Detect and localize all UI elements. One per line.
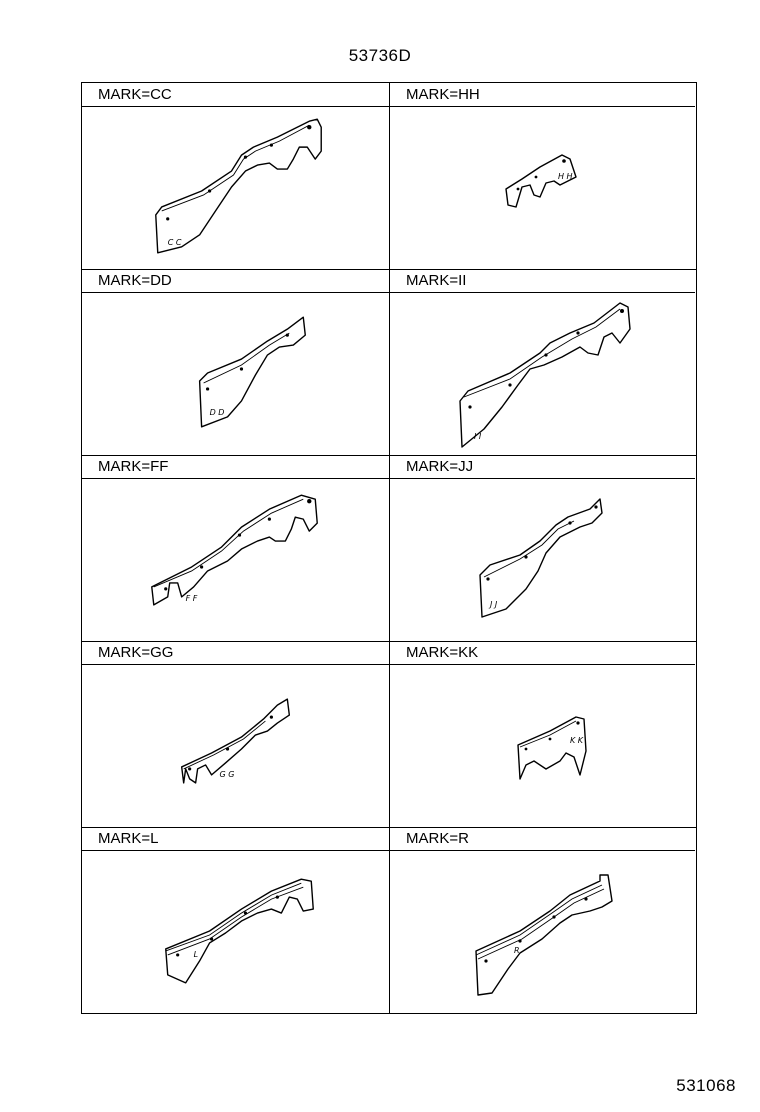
part-mark: G G — [219, 769, 235, 779]
part-illustration — [82, 293, 389, 455]
table-row — [82, 641, 696, 827]
mark-caption: MARK=L — [82, 827, 389, 851]
table-row — [82, 455, 696, 641]
part-mark: J J — [490, 600, 498, 609]
part-mark: R — [514, 946, 520, 955]
table-row — [82, 83, 696, 269]
mark-caption: MARK=DD — [82, 269, 389, 293]
part-drawing-cc — [82, 107, 389, 269]
part-drawing-gg — [82, 665, 389, 827]
part-mark: H H — [558, 172, 573, 181]
cell-jj — [390, 455, 695, 641]
mark-caption: MARK=II — [390, 269, 695, 293]
mark-caption: MARK=JJ — [390, 455, 695, 479]
cell-r — [390, 827, 695, 1013]
figure-number: 531068 — [676, 1076, 736, 1095]
cell-cc — [82, 83, 390, 269]
cell-gg — [82, 641, 390, 827]
cell-ff — [82, 455, 390, 641]
cell-hh — [390, 83, 695, 269]
part-drawing-hh — [390, 107, 695, 269]
part-drawing-r — [390, 851, 695, 1013]
part-drawing-ii — [390, 293, 695, 455]
part-drawing-l — [82, 851, 389, 1013]
table-row — [82, 827, 696, 1013]
part-illustration — [82, 665, 389, 827]
mark-caption: MARK=R — [390, 827, 695, 851]
part-drawing-kk — [390, 665, 695, 827]
cell-kk — [390, 641, 695, 827]
part-mark: L — [193, 949, 199, 959]
part-illustration — [390, 479, 695, 641]
part-illustration — [82, 851, 389, 1013]
mark-caption: MARK=CC — [82, 83, 389, 107]
part-illustration — [390, 665, 695, 827]
parts-table — [81, 82, 697, 1014]
part-illustration — [82, 479, 389, 641]
part-illustration — [390, 851, 695, 1013]
part-illustration — [390, 293, 695, 455]
part-mark: F F — [185, 593, 198, 603]
cell-ii — [390, 269, 695, 455]
table-row — [82, 269, 696, 455]
part-mark: D D — [209, 407, 225, 417]
part-drawing-jj — [390, 479, 695, 641]
part-illustration — [82, 107, 389, 269]
mark-caption: MARK=KK — [390, 641, 695, 665]
mark-caption: MARK=GG — [82, 641, 389, 665]
part-illustration — [390, 107, 695, 269]
part-drawing-dd — [82, 293, 389, 455]
part-mark: I I — [474, 432, 482, 441]
cell-dd — [82, 269, 390, 455]
part-drawing-ff — [82, 479, 389, 641]
part-mark: K K — [570, 736, 584, 745]
mark-caption: MARK=FF — [82, 455, 389, 479]
cell-l — [82, 827, 390, 1013]
diagram-code: 53736D — [348, 46, 412, 65]
part-mark: C C — [167, 237, 182, 247]
mark-caption: MARK=HH — [390, 83, 695, 107]
